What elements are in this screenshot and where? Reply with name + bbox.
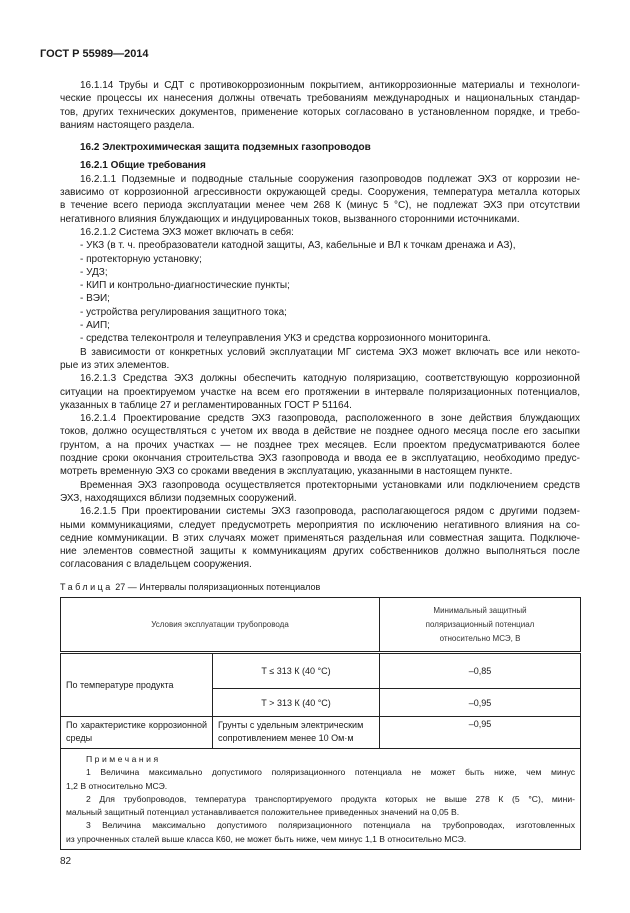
note-item	[66, 766, 575, 793]
text-line: рые из этих элементов.	[60, 359, 170, 371]
text-line: 16.2.1.1 Подземные и подводные стальные сооружения газопроводов подлежат ЭХЗ от коррозии не-	[80, 173, 580, 185]
list-item: - протекторную установку;	[80, 253, 202, 265]
text-line: В зависимости от конкретных условий эксплуатации МГ система ЭХЗ может включать все или некото-	[80, 346, 580, 358]
header-potential: Минимальный защитный поляризационный потенциал относительно МСЭ, В	[380, 598, 581, 653]
paragraph-16-2-1-2: 16.2.1.2 Система ЭХЗ может включать в себя:	[80, 226, 294, 238]
value-cell: –0,85	[380, 653, 581, 689]
table-caption-word: Таблица	[60, 582, 113, 592]
table-notes-row	[61, 749, 581, 850]
paragraph-temporary	[60, 479, 580, 506]
text-line: 16.2.1.3 Средства ЭХЗ должны обеспечить катодную поляризацию, соответствующую коррозионной	[80, 373, 580, 385]
text-line: ситуации на проектируемом участке на всем его протяжении в интервале поляризационных потенциалов,	[60, 386, 580, 398]
components-list	[60, 239, 580, 345]
paragraph-16-2-1-5	[60, 505, 580, 571]
text-line: ЭХЗ, находящихся вблизи подземных сооружений.	[60, 492, 297, 504]
paragraph-16-2-1-4	[60, 412, 580, 478]
text-line: в течение всего периода эксплуатации менее чем 268 К (минус 5 °С), не подлежат ЭХЗ при отсутствии	[60, 200, 580, 212]
text-line: ваниям настоящего раздела.	[60, 119, 195, 131]
table-caption-title: 27 — Интервалы поляризационных потенциалов	[112, 582, 321, 592]
text-line: зависимо от коррозионной агрессивности окружающей среды. Сооружения, температура металла которых	[60, 187, 580, 199]
text-line: ными коммуникациями, следует предусмотреть мероприятия по исключению негативного влияния на со-	[60, 519, 580, 531]
text-line: грунтом, а на прочих участках — не позднее трех месяцев. Если проектом предусматриваются более	[60, 439, 580, 451]
paragraph-16-2-1-3	[60, 372, 580, 412]
text-line: Временная ЭХЗ газопровода осуществляется протекторными установками или подключением средств	[80, 479, 580, 491]
notes-list	[66, 766, 575, 846]
note-item	[66, 793, 575, 820]
text-line: 16.1.14 Трубы и СДТ с противокоррозионным покрытием, антикоррозионные материалы и технологи-	[80, 80, 580, 91]
table-notes	[61, 749, 581, 850]
text-line: согласования с владельцем сооружения.	[60, 559, 252, 571]
list-item: - КИП и контрольно-диагностические пункты;	[80, 280, 290, 292]
value-cell: –0,95	[380, 689, 581, 717]
condition-cell: Т > 313 К (40 °С)	[213, 689, 380, 717]
list-item: - устройства регулирования защитного тока;	[80, 306, 287, 318]
condition-cell: Т ≤ 313 К (40 °С)	[213, 653, 380, 689]
text-line: 16.2.1.5 При проектировании системы ЭХЗ газопровода, располагающегося рядом с другими подзем-	[80, 506, 580, 518]
row-group-label: По характеристике коррозионной среды	[61, 717, 213, 749]
row-group-label: По температуре продукта	[61, 653, 213, 717]
table-row	[61, 653, 581, 689]
text-line: 1 Величина максимально допустимого поляризационного потенциала не может быть ниже, чем минус	[86, 767, 575, 778]
header-conditions: Условия эксплуатации трубопровода	[61, 598, 380, 653]
table-caption	[60, 582, 320, 592]
table-header-row	[61, 598, 581, 653]
polarization-table	[60, 597, 581, 850]
document-header: ГОСТ Р 55989—2014	[40, 48, 149, 60]
text-line: 1,2 В относительно МСЭ.	[66, 780, 168, 791]
text-line: мальный защитный потенциал устанавливается положительнее приведенных значений на 0,05 В.	[66, 807, 460, 818]
text-line: седние коммуникации. В этих случаях может применяться раздельная или совместная защита. Подключе-	[60, 532, 580, 544]
note-item	[66, 819, 575, 846]
list-item: - УДЗ;	[80, 266, 108, 278]
notes-title: Примечания	[86, 754, 161, 764]
text-line: ческие процессы их нанесения должны отвечать требованиям международных и национальных стандар-	[60, 93, 580, 105]
list-item: - УКЗ (в т. ч. преобразователи катодной защиты, АЗ, кабельные и ВЛ к точкам дренажа и АЗ),	[80, 240, 516, 252]
text-line: 16.2.1.4 Проектирование средств ЭХЗ газопровода, расположенного в зоне действия блуждающих	[80, 413, 580, 425]
document-body	[60, 79, 580, 572]
text-line: ние элементов совместной защиты к коммуникациям других собственников должно выполняться после	[60, 546, 580, 558]
paragraph-depend	[60, 346, 580, 373]
text-line: поздние сроки окончания строительства ЭХЗ газопровода и ввода ее в эксплуатацию, необходимо предус-	[60, 453, 580, 465]
value-cell: –0,95	[380, 717, 581, 749]
table-row	[61, 717, 581, 749]
text-line: мотреть временную ЭХЗ со сроками введения в эксплуатацию, указанными в настоящем пункте.	[60, 466, 513, 478]
section-heading-16-2-1: 16.2.1 Общие требования	[80, 160, 206, 172]
text-line: 2 Для трубопроводов, температура транспортируемого продукта которых не выше 278 К (5 °С), мини-	[86, 793, 575, 804]
list-item: - АИП;	[80, 320, 110, 332]
text-line: негативного влияния блуждающих и индуцированных токов, вызванного сторонними источниками.	[60, 213, 520, 225]
list-item: - ВЭИ;	[80, 293, 110, 305]
section-heading-16-2: 16.2 Электрохимическая защита подземных газопроводов	[80, 142, 371, 154]
page-number: 82	[60, 856, 72, 867]
text-line: токов, должно осуществляться с учетом их ввода в действие не позднее одного месяца после его засыпки	[60, 426, 580, 438]
condition-cell: Грунты с удельным электрическим сопротивлением менее 10 Ом·м	[213, 717, 380, 749]
text-line: тов, других технических документов, применение которых согласовано в установленном порядке, и требо-	[60, 106, 580, 118]
paragraph-16-2-1-1	[60, 173, 580, 226]
text-line: указанных в таблице 27 и регламентированных ГОСТ Р 51164.	[60, 399, 352, 411]
text-line: 3 Величина максимально допустимого поляризационного потенциала на трубопроводах, изготовленных	[86, 820, 575, 831]
paragraph-16-1-14	[60, 79, 580, 132]
list-item: - средства телеконтроля и телеуправления УКЗ и средства коррозионного мониторинга.	[80, 333, 491, 345]
text-line: из упрочненных сталей выше класса К60, не может быть ниже, чем минус 1,1 В относительно МСЭ.	[66, 833, 467, 844]
